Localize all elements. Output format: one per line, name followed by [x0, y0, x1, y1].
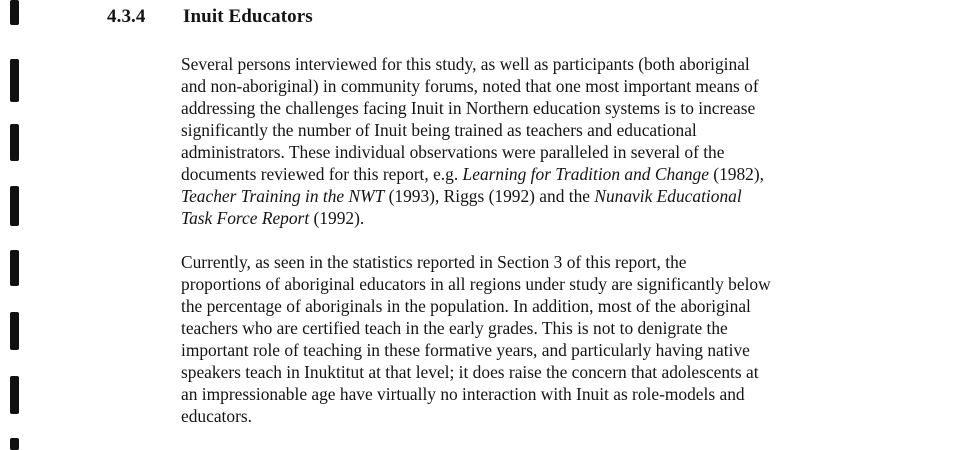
- text-segment: administrators. These individual observations were paralleled in several of the: [181, 142, 725, 162]
- text-line: [181, 383, 941, 405]
- text-line: [181, 53, 941, 75]
- text-segment: important role of teaching in these formative years, and particularly having native: [181, 340, 750, 360]
- text-segment: (1982),: [708, 164, 765, 184]
- binding-mark: [10, 0, 19, 25]
- binding-mark: [10, 438, 19, 450]
- text-segment: Currently, as seen in the statistics reported in Section 3 of this report, the: [181, 252, 687, 272]
- text-segment: (1993), Riggs (1992) and the: [384, 186, 595, 206]
- text-line: [181, 75, 941, 97]
- section-heading: [107, 6, 313, 28]
- binding-mark: [10, 250, 19, 286]
- text-line: [181, 141, 941, 163]
- text-segment: an impressionable age have virtually no interaction with Inuit as role-models and: [181, 384, 745, 404]
- text-segment: significantly the number of Inuit being trained as teachers and educational: [181, 120, 697, 140]
- binding-mark: [10, 376, 19, 414]
- paragraph: [181, 53, 941, 229]
- text-line: [181, 317, 941, 339]
- citation-title: Teacher Training in the NWT: [181, 186, 385, 206]
- text-segment: the percentage of aboriginals in the population. In addition, most of the aboriginal: [181, 296, 751, 316]
- text-line: [181, 119, 941, 141]
- citation-title: Learning for Tradition and Change: [462, 164, 709, 184]
- text-line: [181, 97, 941, 119]
- text-line: [181, 185, 941, 207]
- text-segment: Several persons interviewed for this study, as well as participants (both aboriginal: [181, 54, 750, 74]
- text-segment: (1992).: [309, 208, 365, 228]
- text-segment: proportions of aboriginal educators in all regions under study are significantly below: [181, 274, 771, 294]
- binding-mark: [10, 312, 19, 350]
- citation-title: Nunavik Educational: [594, 186, 742, 206]
- text-line: [181, 251, 941, 273]
- text-line: [181, 273, 941, 295]
- paragraph: [181, 251, 941, 427]
- section-number: 4.3.4: [107, 6, 146, 27]
- binding-mark: [10, 124, 19, 161]
- text-line: [181, 361, 941, 383]
- text-line: [181, 339, 941, 361]
- text-line: [181, 295, 941, 317]
- binding-mark: [10, 59, 19, 102]
- text-line: [181, 207, 941, 229]
- binding-mark: [10, 186, 19, 226]
- text-segment: addressing the challenges facing Inuit in Northern education systems is to increase: [181, 98, 756, 118]
- text-segment: speakers teach in Inuktitut at that level; it does raise the concern that adolescents at: [181, 362, 759, 382]
- citation-title: Task Force Report: [181, 208, 310, 228]
- text-segment: and non-aboriginal) in community forums, noted that one most important means of: [181, 76, 759, 96]
- text-segment: educators.: [181, 406, 252, 426]
- section-title: Inuit Educators: [183, 6, 313, 27]
- text-segment: teachers who are certified teach in the early grades. This is not to denigrate the: [181, 318, 728, 338]
- text-segment: documents reviewed for this report, e.g.: [181, 164, 463, 184]
- text-line: [181, 405, 941, 427]
- text-line: [181, 163, 941, 185]
